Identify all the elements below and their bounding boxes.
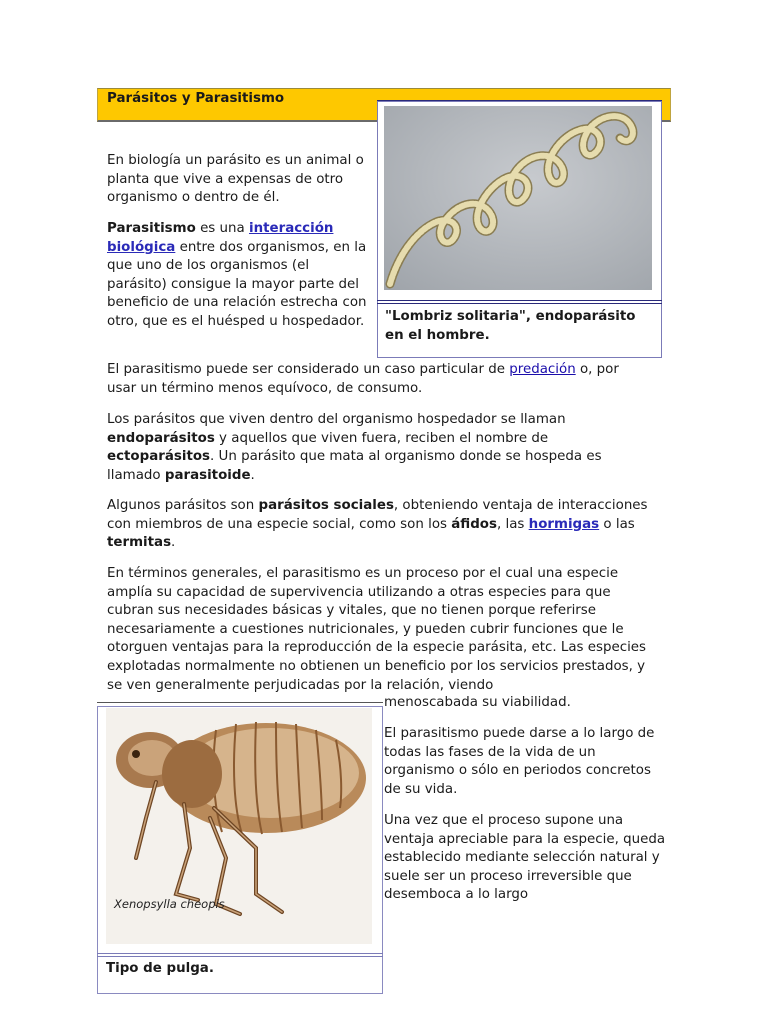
general-paragraph: En términos generales, el parasitismo es un proceso por el cual una especie amplía su capacidad de supervivencia utilizando a otras especies para que cubran sus necesidades básicas y vitales, que no tienen porque referirse necesariamente a cuestiones nutricionales, y pueden cubrir funciones que le otorguen ventajas para la reproducción de la especie parásita, etc. Las especies explotadas normalmente no obtienen un beneficio por los servicios prestados, y se ven generalmente perjudicadas por la relación, viendo: [107, 566, 647, 693]
link-hormigas[interactable]: hormigas: [528, 516, 600, 532]
sociales-paragraph: Algunos parásitos son parásitos sociales, obteniendo ventaja de interacciones con miembros de una especie social, como son los áfidos, las hormigas o las termitas.: [107, 498, 648, 551]
flea-species-label: Xenopsylla cheopis: [114, 897, 225, 911]
flea-caption: Tipo de pulga.: [106, 961, 214, 976]
term-parasitismo: Parasitismo: [107, 221, 196, 236]
proceso-paragraph: Una vez que el proceso supone una ventaja apreciable para la especie, queda establecido mediante selección natural y suele ser un proceso irreversible que desemboca a lo largo: [384, 813, 666, 903]
intro-paragraph: En biología un parásito es un animal o planta que vive a expensas de otro organismo o dentro de él.: [107, 153, 364, 206]
figure-caption-rule: [377, 300, 662, 301]
worm-caption: "Lombriz solitaria", endoparásito en el hombre.: [385, 309, 636, 343]
predacion-paragraph: El parasitismo puede ser considerado un caso particular de predación o, por usar un término menos equívoco, de consumo.: [107, 362, 619, 396]
flea-caption-rule: [97, 953, 383, 954]
flea-photo: [106, 708, 372, 944]
fases-paragraph: El parasitismo puede darse a lo largo de todas las fases de la vida de un organismo o sólo en periodos concretos de su vida.: [384, 726, 655, 797]
endoparasitos-paragraph: Los parásitos que viven dentro del organismo hospedador se llaman endoparásitos y aquellos que viven fuera, reciben el nombre de ectoparásitos. Un parásito que mata al organismo donde se hospeda es llamado parasitoide.: [107, 412, 602, 483]
parasitismo-paragraph: Parasitismo es una interacción biológica entre dos organismos, en la que uno de los organismos (el parásito) consigue la mayor parte del beneficio de una relación estrecha con otro, que es el huésped u hospedador.: [107, 221, 367, 329]
link-interaccion-biologica[interactable]: interacción biológica: [107, 221, 334, 255]
general-paragraph-end: menoscabada su viabilidad.: [384, 695, 571, 710]
page-title: Parásitos y Parasitismo: [107, 91, 285, 106]
link-predacion[interactable]: predación: [509, 362, 576, 377]
flea-caption-rule-2: [97, 956, 383, 957]
figure-top-rule: [377, 100, 662, 101]
figure-caption-rule-2: [377, 303, 662, 304]
figure-top-rule-flea: [97, 702, 383, 703]
tapeworm-photo: [384, 106, 652, 290]
